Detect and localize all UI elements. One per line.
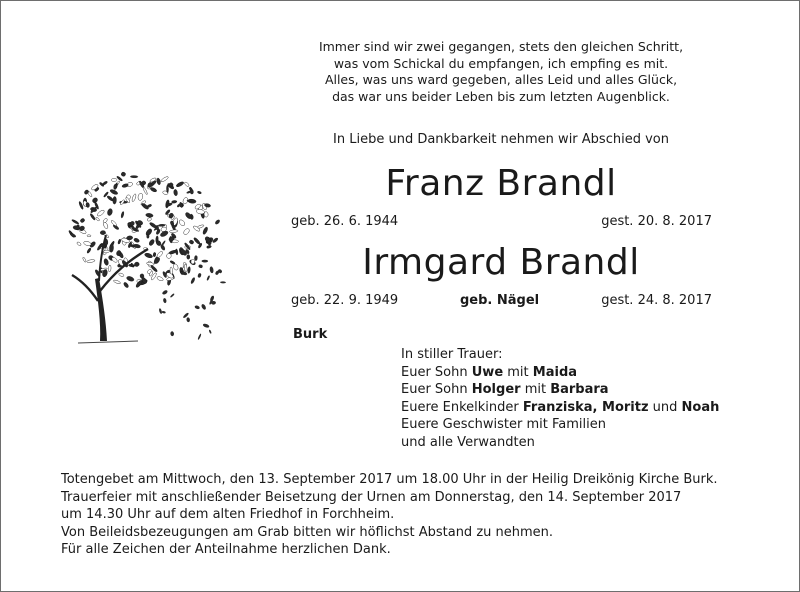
falling-leaf (163, 298, 167, 304)
leaf (166, 185, 168, 193)
leaf (108, 265, 111, 272)
leaf (146, 262, 154, 266)
leaf (160, 176, 169, 183)
leaf (193, 237, 201, 245)
poem-line: das war uns beider Leben bis zum letzten Augenblick. (332, 88, 670, 104)
leaf (202, 226, 208, 235)
leaf (173, 189, 178, 196)
poem-line: Immer sind wir zwei gegangen, stets den gleichen Schritt, (318, 39, 684, 54)
leaf (121, 211, 125, 218)
leaf (169, 229, 178, 232)
leaf (96, 209, 105, 217)
leaf (109, 244, 114, 253)
falling-leaf (186, 317, 190, 322)
mourner-line: Euere Enkelkinder Franziska, Moritz und Noah (401, 399, 720, 415)
leaf (144, 252, 153, 258)
leaf (147, 204, 152, 208)
leaf (90, 213, 96, 221)
leaf (86, 248, 91, 254)
death-date-franz: gest. 20. 8. 2017 (601, 214, 712, 229)
falling-leaf (214, 219, 221, 225)
leaf (137, 193, 143, 201)
leaf (103, 258, 109, 266)
leaf (116, 176, 123, 182)
leaf (133, 237, 140, 243)
leaf (206, 245, 211, 249)
leaf (158, 224, 165, 226)
leaf (82, 257, 86, 263)
footer-line: Von Beileidsbezeugungen am Grab bitten wir höflichst Abstand zu nehmen. (61, 524, 554, 540)
leaf (156, 276, 163, 282)
leaf (148, 239, 155, 247)
mourner-line: Euer Sohn Holger mit Barbara (401, 382, 609, 398)
leaf (113, 279, 121, 284)
leaf (87, 235, 91, 237)
falling-leaf (194, 305, 200, 310)
mourner-line: Euere Geschwister mit Familien (401, 417, 606, 433)
leaf (107, 208, 113, 216)
leaf (189, 239, 195, 244)
leaf (126, 235, 133, 240)
deceased-name-irmgard: Irmgard Brandl (362, 242, 640, 283)
leaf (113, 184, 117, 190)
leaf (130, 176, 138, 178)
poem-line: Alles, was uns ward gegeben, alles Leid und alles Glück, (324, 72, 678, 87)
leaf (153, 252, 156, 257)
leaf (178, 219, 186, 227)
leaf (147, 234, 150, 238)
leaf (196, 209, 205, 215)
falling-leaf (209, 266, 214, 273)
leaf (113, 196, 117, 204)
leaf (156, 178, 161, 185)
leaf (80, 218, 86, 224)
leaf (71, 219, 79, 225)
poem (301, 39, 701, 105)
leaf (130, 221, 134, 225)
mourner-line: Euer Sohn Uwe mit Maida (401, 364, 578, 380)
falling-leaf (202, 323, 209, 328)
footer-line: Für alle Zeichen der Anteilnahme herzlichen Dank. (61, 542, 391, 557)
mourners-heading: In stiller Trauer: (401, 347, 503, 362)
leaf (76, 241, 81, 246)
leaf (171, 200, 177, 203)
leaf (111, 178, 117, 181)
leaf (172, 263, 179, 271)
leaf (103, 222, 109, 230)
falling-leaf (209, 329, 212, 334)
leaf (150, 187, 158, 193)
leaf (140, 274, 145, 279)
leaf (131, 193, 136, 202)
falling-leaf (198, 264, 203, 269)
falling-leaf (197, 273, 202, 278)
leaf (183, 228, 191, 236)
leaf (109, 189, 118, 196)
footer-line: um 14.30 Uhr auf dem alten Friedhof in Forchheim. (61, 507, 395, 522)
farewell-intro: In Liebe und Dankbarkeit nehmen wir Abschied von (333, 132, 669, 147)
leaf (83, 240, 91, 246)
birth-date-franz: geb. 26. 6. 1944 (291, 214, 399, 229)
falling-leaf (170, 293, 175, 298)
leaf (166, 253, 171, 259)
leaf (156, 251, 163, 259)
falling-leaf (201, 303, 207, 310)
falling-leaf (206, 275, 210, 281)
maiden-name-irmgard: geb. Nägel (460, 293, 540, 308)
deceased-name-franz: Franz Brandl (385, 163, 617, 204)
falling-leaf (201, 260, 208, 263)
mourner-line: und alle Verwandten (401, 434, 535, 450)
leaf (187, 199, 195, 201)
service-information (61, 471, 751, 559)
birth-date-irmgard: geb. 22. 9. 1949 (291, 293, 399, 308)
place-of-residence: Burk (293, 327, 328, 342)
leaf (191, 260, 195, 264)
leaf (187, 255, 190, 260)
falling-leaf (159, 308, 163, 314)
leaf (187, 266, 190, 273)
leaf (147, 217, 152, 221)
leaf (126, 276, 135, 283)
leaf (145, 213, 153, 218)
leaf (87, 259, 96, 263)
mourners-list (401, 346, 719, 452)
leaf (156, 229, 161, 235)
falling-leaf (170, 331, 174, 336)
falling-leaf (162, 289, 169, 295)
falling-leaf (197, 333, 201, 340)
leaf (103, 250, 109, 253)
poem-line: was vom Schickal du empfangen, ich empfing es mit. (333, 55, 669, 71)
leaf (123, 282, 129, 289)
falling-leaf (220, 281, 226, 283)
leaf (194, 256, 197, 261)
falling-leaf (197, 190, 202, 194)
footer-line: Totengebet am Mittwoch, den 13. September 2017 um 18.00 Uhr in der Heilig Dreikönig Kirche Burk. (61, 472, 718, 487)
leaf (184, 264, 188, 272)
leaf (95, 217, 100, 222)
leaf (102, 181, 108, 186)
leaf (122, 183, 129, 188)
footer-line: Trauerfeier mit anschließender Beisetzung der Urnen am Donnerstag, den 14. September 2017 (61, 489, 682, 505)
falling-leaf (162, 311, 166, 314)
death-date-irmgard: gest. 24. 8. 2017 (601, 293, 712, 308)
leaf (100, 230, 106, 234)
tree-icon (56, 151, 231, 351)
leaf (176, 181, 185, 188)
leaf (121, 172, 126, 177)
leaf (118, 239, 122, 244)
leaf (118, 272, 124, 277)
leaf (184, 181, 190, 187)
falling-leaf (190, 277, 196, 285)
